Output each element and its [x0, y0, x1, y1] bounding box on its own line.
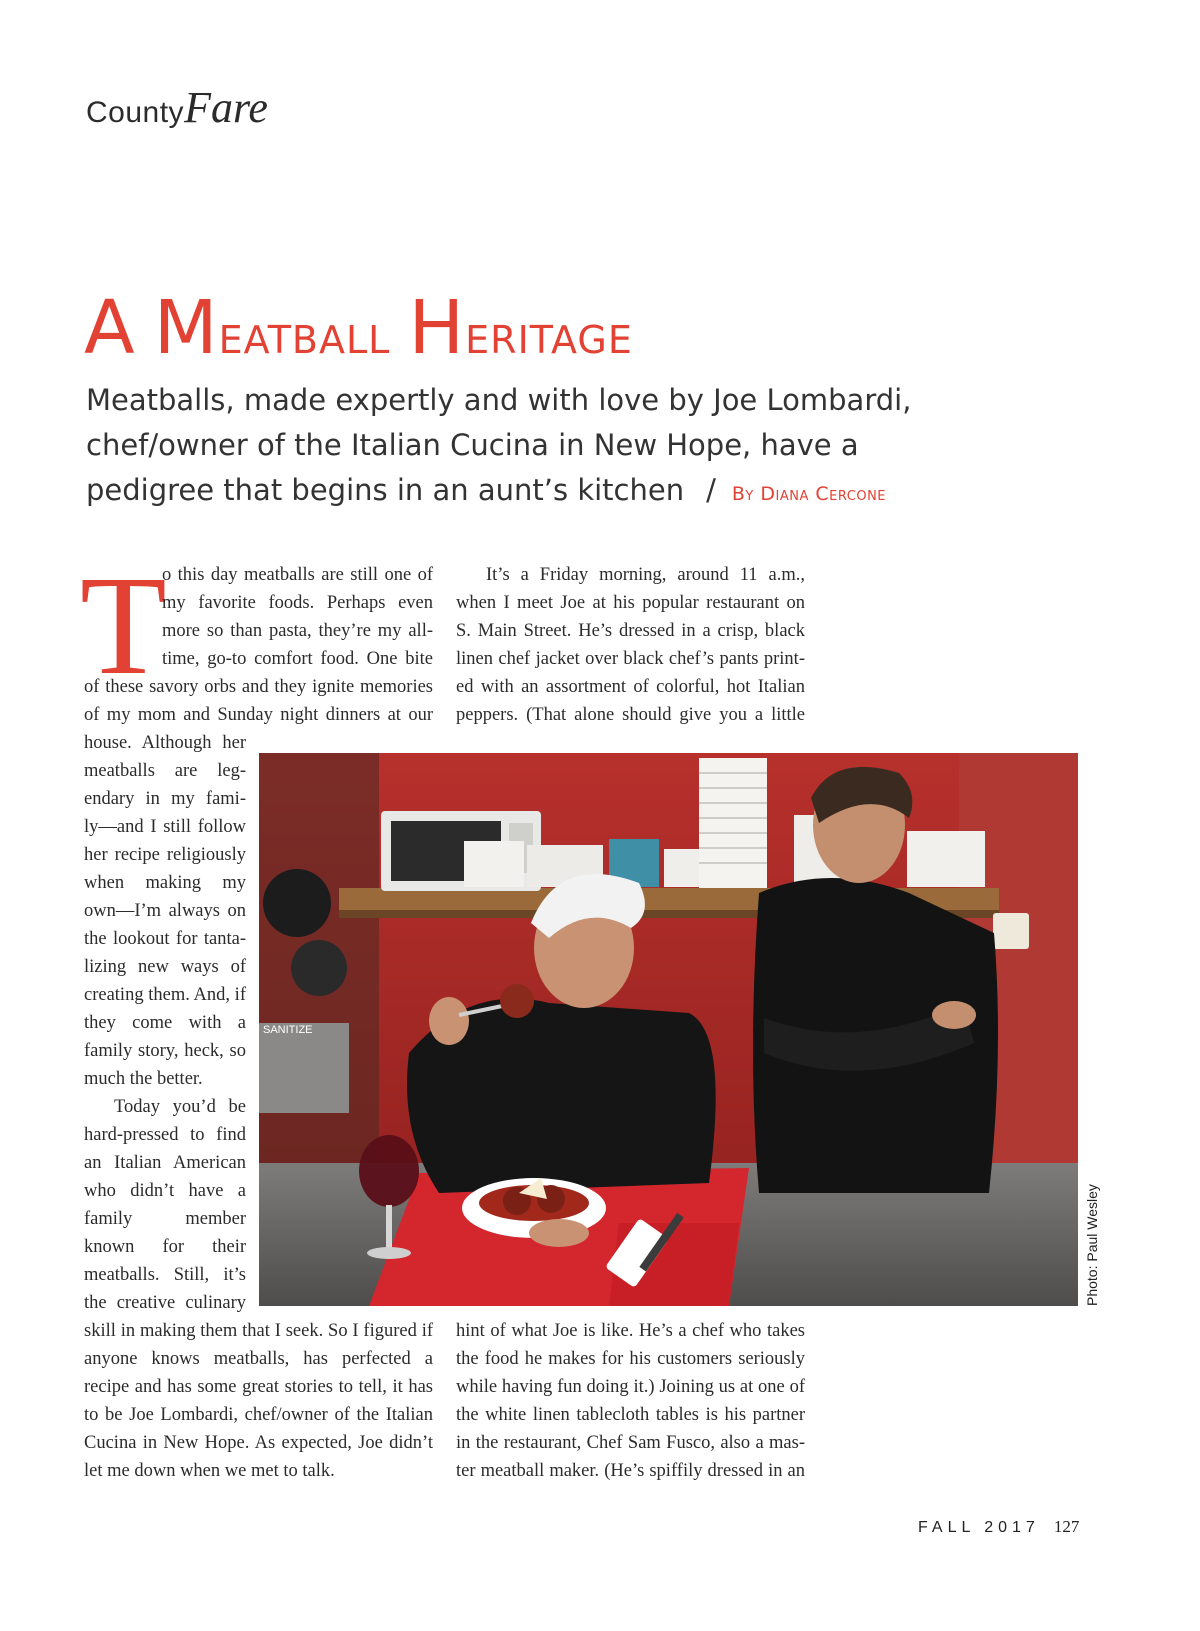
body-line: known for their — [84, 1237, 246, 1257]
body-line: endary in my fami- — [84, 789, 246, 809]
body-line: skill in making them that I seek. So I figured if — [84, 1321, 433, 1341]
folio-season: FALL 2017 — [918, 1519, 1040, 1536]
section-title — [86, 82, 268, 133]
body-line: ly—and I still follow — [84, 817, 246, 837]
deck-slash: / — [706, 473, 716, 507]
section-county: County — [86, 96, 185, 129]
body-line: linen chef jacket over black chef’s pants print- — [456, 649, 805, 669]
section-fare: Fare — [184, 83, 268, 132]
body-line: the creative culinary — [84, 1293, 246, 1313]
body-line: while having fun doing it.) Joining us at one of — [456, 1377, 805, 1397]
body-line: the white linen tablecloth tables is his partner — [456, 1405, 805, 1425]
body-line: anyone knows meatballs, has perfected a — [84, 1349, 433, 1369]
photo-credit: Photo: Paul Wesley — [1084, 1184, 1100, 1306]
body-line: when I meet Joe at his popular restaurant on — [456, 593, 805, 613]
page-number: 127 — [1053, 1517, 1080, 1536]
body-line: Today you’d be — [114, 1097, 246, 1117]
article-photo — [259, 753, 1078, 1306]
drop-cap: T — [80, 546, 167, 704]
body-line: the lookout for tanta- — [84, 929, 246, 949]
body-line: It’s a Friday morning, around 11 a.m., — [486, 565, 805, 585]
body-line: Cucina in New Hope. As expected, Joe didn’t — [84, 1433, 433, 1453]
body-line: when making my — [84, 873, 246, 893]
body-line: creating them. And, if — [84, 985, 246, 1005]
body-line: her recipe religiously — [84, 845, 246, 865]
body-line: hard-pressed to find — [84, 1125, 246, 1145]
body-line: peppers. (That alone should give you a little — [456, 705, 805, 725]
body-line: let me down when we met to talk. — [84, 1461, 335, 1481]
body-line: o this day meatballs are still one of — [162, 565, 433, 585]
body-line: house. Although her — [84, 733, 246, 753]
body-line: hint of what Joe is like. He’s a chef who takes — [456, 1321, 805, 1341]
body-line: to be Joe Lombardi, chef/owner of the Italian — [84, 1405, 433, 1425]
body-line: recipe and has some great stories to tell, it has — [84, 1377, 433, 1397]
body-line: meatballs are leg- — [84, 761, 246, 781]
body-line: family story, heck, so — [84, 1041, 246, 1061]
body-line: the food he makes for his customers seriously — [456, 1349, 805, 1369]
body-line: in the restaurant, Chef Sam Fusco, also a mas- — [456, 1433, 805, 1453]
photo-sign: SANITIZE — [263, 1024, 313, 1036]
body-line: ter meatball maker. (He’s spiffily dressed in an — [456, 1461, 805, 1481]
folio — [918, 1517, 1079, 1537]
body-line: my favorite foods. Perhaps even — [162, 593, 433, 613]
body-line: ed with an assortment of colorful, hot Italian — [456, 677, 805, 697]
body-line: time, go-to comfort food. One bite — [162, 649, 433, 669]
deck — [86, 378, 986, 517]
body-line: more so than pasta, they’re my all- — [162, 621, 433, 641]
body-line: they come with a — [84, 1013, 246, 1033]
body-line: meatballs. Still, it’s — [84, 1265, 246, 1285]
body-line: S. Main Street. He’s dressed in a crisp, black — [456, 621, 805, 641]
body-line: of my mom and Sunday night dinners at our — [84, 705, 433, 725]
body-line: of these savory orbs and they ignite memories — [84, 677, 433, 697]
body-line: much the better. — [84, 1069, 203, 1089]
body-line: family member — [84, 1209, 246, 1229]
byline: By Diana Cercone — [731, 483, 887, 505]
body-line: an Italian American — [84, 1153, 246, 1173]
body-line: who didn’t have a — [84, 1181, 246, 1201]
body-line: own—I’m always on — [84, 901, 246, 921]
body-line: lizing new ways of — [84, 957, 246, 977]
headline: A Meatball Heritage — [84, 285, 633, 371]
deck-text: Meatballs, made expertly and with love by Joe Lombardi, chef/owner of the Italian Cucina in New Hope, have a pedigree that begins in an aunt’s kitchen — [86, 383, 912, 507]
